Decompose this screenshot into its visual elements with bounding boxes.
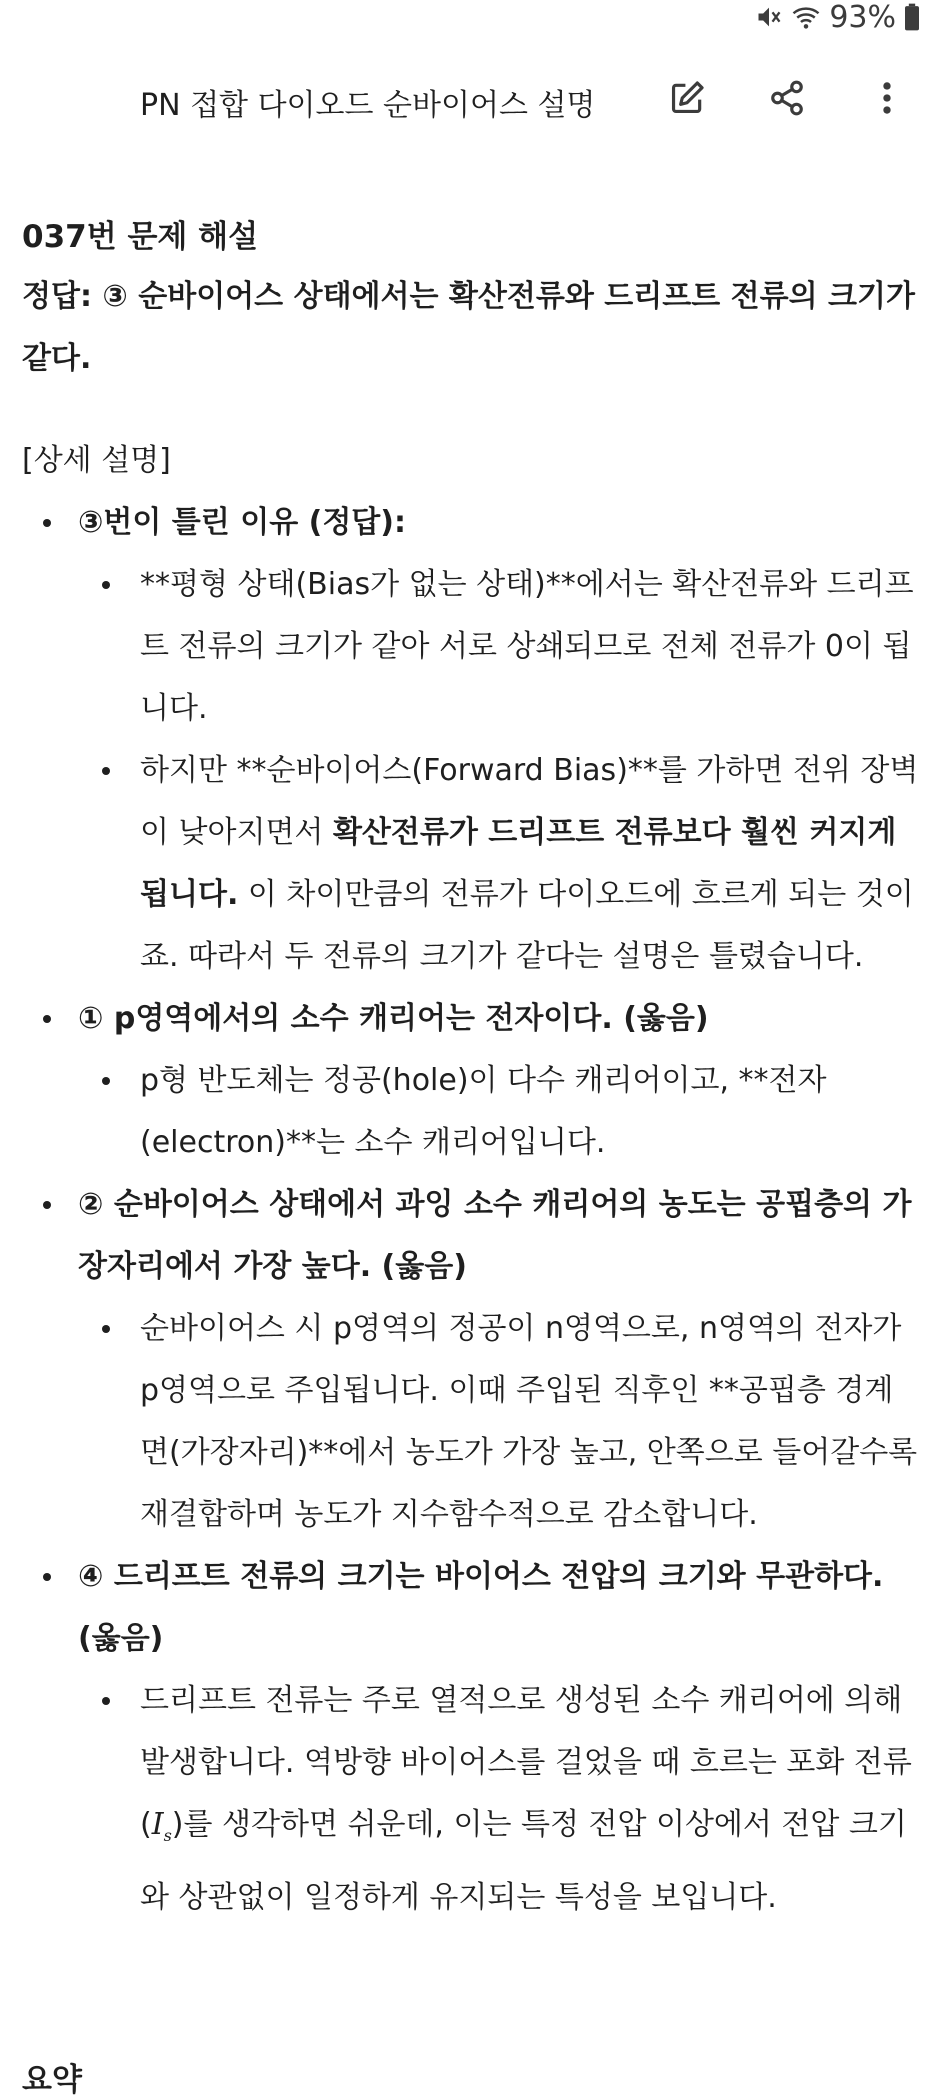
text-segment: 이 차이만큼의 전류가 다이오드에 흐르게 되는 것이죠. 따라서 두 전류의 크기가 같다는 설명은 틀렸습니다. bbox=[140, 877, 914, 974]
battery-percent: 93% bbox=[829, 0, 896, 35]
share-icon bbox=[768, 79, 806, 121]
sub-list-item bbox=[78, 1050, 922, 1174]
section-title: [상세 설명] bbox=[22, 443, 171, 478]
text-segment: 드리프트 전류는 주로 열적으로 생성된 소수 캐리어에 의해 발생합니다. 역방향 바이어스를 걸었을 때 흐르는 포화 전류( bbox=[140, 1683, 912, 1842]
list-item-title: ① p영역에서의 소수 캐리어는 전자이다. (옳음) bbox=[78, 1001, 709, 1036]
list-item-title: ③번이 틀린 이유 (정답): bbox=[78, 505, 406, 540]
math-symbol bbox=[151, 1807, 172, 1845]
more-vert-icon bbox=[881, 81, 893, 119]
text-segment: **평형 상태(Bias가 없는 상태)**에서는 확산전류와 드리프트 전류의 크기가 같아 서로 상쇄되므로 전체 전류가 0이 됩니다. bbox=[140, 567, 914, 726]
edit-button[interactable] bbox=[663, 76, 711, 124]
text-segment: 하지만 **순바이어스(Forward Bias)**를 가하면 전위 장벽이 낮아지면서 bbox=[140, 753, 919, 850]
list-item-title: ④ 드리프트 전류의 크기는 바이어스 전압의 크기와 무관하다. (옳음) bbox=[78, 1559, 884, 1656]
sub-list bbox=[78, 1050, 922, 1174]
explanation-list bbox=[22, 492, 922, 1929]
answer-content bbox=[22, 208, 922, 1929]
sub-list bbox=[78, 554, 922, 988]
list-item-title: ② 순바이어스 상태에서 과잉 소수 캐리어의 농도는 공핍층의 가장자리에서 가장 높다. (옳음) bbox=[78, 1187, 912, 1284]
math-variable: I bbox=[151, 1807, 164, 1842]
next-section-heading: 요약 bbox=[22, 2062, 82, 2098]
text-segment: p형 반도체는 정공(hole)이 다수 캐리어이고, **전자(electron)**는 소수 캐리어입니다. bbox=[140, 1063, 827, 1160]
sub-list-item bbox=[78, 740, 922, 988]
wifi-icon bbox=[791, 3, 821, 31]
problem-heading: 037번 문제 해설 bbox=[22, 219, 259, 255]
list-item bbox=[22, 1546, 922, 1929]
answer-line: 정답: ③ 순바이어스 상태에서는 확산전류와 드리프트 전류의 크기가 같다. bbox=[22, 279, 915, 376]
sub-list bbox=[78, 1298, 922, 1546]
share-button[interactable] bbox=[763, 76, 811, 124]
sub-list-item bbox=[78, 1670, 922, 1929]
sub-list-item bbox=[78, 554, 922, 740]
sub-list bbox=[78, 1670, 922, 1929]
battery-icon bbox=[904, 3, 920, 31]
status-bar bbox=[0, 0, 948, 34]
app-bar bbox=[0, 60, 948, 140]
list-item bbox=[22, 988, 922, 1174]
list-item bbox=[22, 492, 922, 988]
sub-list-item bbox=[78, 1298, 922, 1546]
mute-icon bbox=[755, 3, 783, 31]
more-options-button[interactable] bbox=[863, 76, 911, 124]
text-segment: 순바이어스 시 p영역의 정공이 n영역으로, n영역의 전자가 p영역으로 주입됩니다. 이때 주입된 직후인 **공핍층 경계면(가장자리)**에서 농도가 가장 높고, 안쪽으로 들어갈수록 재결합하며 농도가 지수함수적으로 감소합니다. bbox=[140, 1311, 918, 1532]
bold-text: 확산전류가 드리프트 전류보다 훨씬 커지게 됩니다. bbox=[140, 815, 897, 912]
math-subscript: s bbox=[163, 1826, 172, 1845]
list-item bbox=[22, 1174, 922, 1546]
edit-icon bbox=[668, 79, 706, 121]
status-icons bbox=[755, 0, 920, 34]
text-segment: )를 생각하면 쉬운데, 이는 특정 전압 이상에서 전압 크기와 상관없이 일정하게 유지되는 특성을 보입니다. bbox=[140, 1807, 907, 1915]
page-title: PN 접합 다이오드 순바이어스 설명 bbox=[140, 88, 596, 123]
